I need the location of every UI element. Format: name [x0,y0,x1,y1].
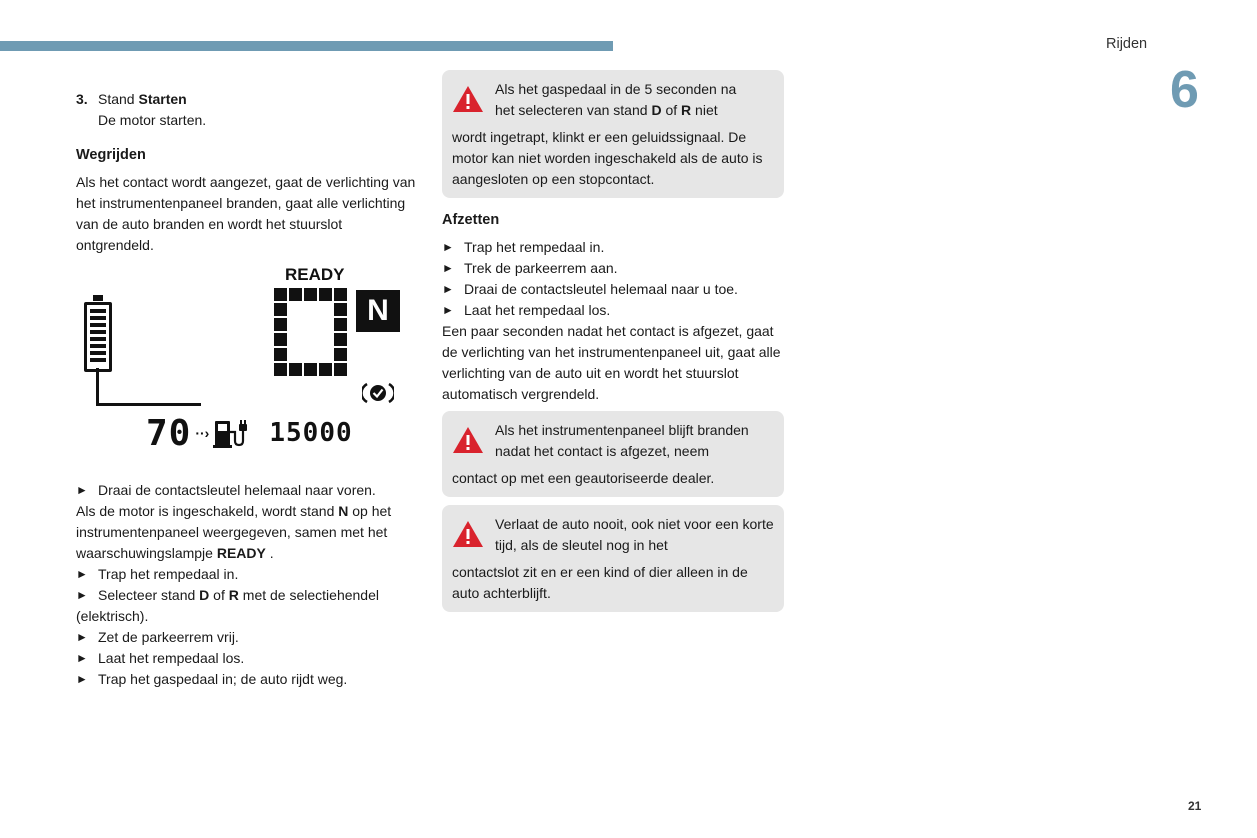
bullet-item [76,627,421,648]
warning-text: Als het gaspedaal in de 5 seconden na [495,81,737,97]
bullet-item [76,564,421,585]
bullet-arrow-icon: ► [76,483,88,497]
warning-text: het selecteren van stand D of R niet [495,102,718,118]
chapter-number: 6 [1170,61,1199,119]
page-number: 21 [1188,799,1202,813]
bullet-item [442,237,784,258]
gear-indicator: N [356,290,400,332]
gauge-connector-line [96,403,201,406]
intro-paragraph: Als het contact wordt aangezet, gaat de verlichting van het instrumentenpaneel branden, gaat alle verlichting van de auto branden en wordt het stuurslot ontgrendeld. [76,174,416,253]
heading-afzetten: Afzetten [442,212,500,228]
shutdown-paragraph: Een paar seconden nadat het contact is afgezet, gaat de verlichting van het instrumentenpaneel uit, gaat alle verlichting van de auto uit en wordt het stuurslot automatisch vergrendeld. [442,323,781,402]
bullet-text: Draai de contactsleutel helemaal naar u toe. [464,281,738,297]
bullet-text: Trap het gaspedaal in; de auto rijdt weg. [98,671,348,687]
bullet-text: Zet de parkeerrem vrij. [98,629,239,645]
bullet-text: Trap het rempedaal in. [98,566,239,582]
warning-box [442,411,784,497]
bullet-item [76,669,421,690]
instrument-display-illustration [76,265,421,470]
battery-cap [93,295,103,301]
bullet-item [76,648,421,669]
bullet-arrow-icon: ► [442,303,454,317]
ready-label: READY [285,265,345,284]
header-accent-bar [0,41,613,51]
bullet-arrow-icon: ► [76,567,88,581]
warning-text: Als het instrumentenpaneel blijft branden nadat het contact is afgezet, neem [495,422,749,459]
motor-on-paragraph: Als de motor is ingeschakeld, wordt stand N op het instrumentenpaneel weergegeven, samen met het waarschuwingslampje READY . [76,503,392,561]
bullet-item [442,258,784,279]
warning-triangle-icon [452,514,488,562]
range-odometer-row [146,412,353,454]
section-title: Rijden [1106,36,1148,52]
gauge-connector-line [96,368,99,406]
heading-wegrijden: Wegrijden [76,147,146,163]
range-value: 70 [146,412,192,454]
bullet-text: Laat het rempedaal los. [98,650,245,666]
bullet-text: Selecteer stand D of R met de selectiehendel [98,587,379,603]
step-prefix: Stand [98,91,139,107]
step-text [98,89,187,110]
bullet-item [442,279,784,300]
warning-text: contact op met een geautoriseerde dealer. [452,470,715,486]
bullet-continuation: (elektrisch). [76,608,149,624]
bullet-text: Trap het rempedaal in. [464,239,605,255]
bullet-item [76,480,421,501]
bullet-arrow-icon: ► [442,282,454,296]
charging-plug-icon [213,417,247,449]
left-column [76,89,421,690]
warning-triangle-icon [452,79,488,127]
warning-text: Verlaat de auto nooit, ook niet voor een korte tijd, als de sleutel nog in het [495,516,774,553]
bullet-arrow-icon: ► [76,630,88,644]
warning-text: wordt ingetrapt, klinkt er een geluidssignaal. De motor kan niet worden ingeschakeld als de auto is aangesloten op een stopcontact. [452,129,763,187]
dotted-arrow-icon: ··› [195,424,210,441]
warning-box [442,505,784,612]
battery-gauge-icon [84,302,112,372]
step-subtext: De motor starten. [98,112,207,128]
bullet-item [442,300,784,321]
warning-triangle-icon [452,420,488,468]
bullet-text: Laat het rempedaal los. [464,302,611,318]
warning-box [442,70,784,198]
odometer-value: 15000 [269,417,353,448]
bullet-arrow-icon: ► [76,588,88,602]
bullet-text: Trek de parkeerrem aan. [464,260,618,276]
bullet-text: Draai de contactsleutel helemaal naar voren. [98,482,376,498]
bullet-arrow-icon: ► [442,240,454,254]
step-3 [76,89,421,110]
bullet-arrow-icon: ► [76,672,88,686]
step-bold: Starten [138,91,187,107]
ready-indicator-icon [362,380,394,406]
bullet-arrow-icon: ► [76,651,88,665]
bullet-arrow-icon: ► [442,261,454,275]
right-column [442,70,784,620]
step-number: 3. [76,91,88,107]
bullet-item [76,585,421,606]
warning-text: contactslot zit en er een kind of dier alleen in de auto achterblijft. [452,564,748,601]
